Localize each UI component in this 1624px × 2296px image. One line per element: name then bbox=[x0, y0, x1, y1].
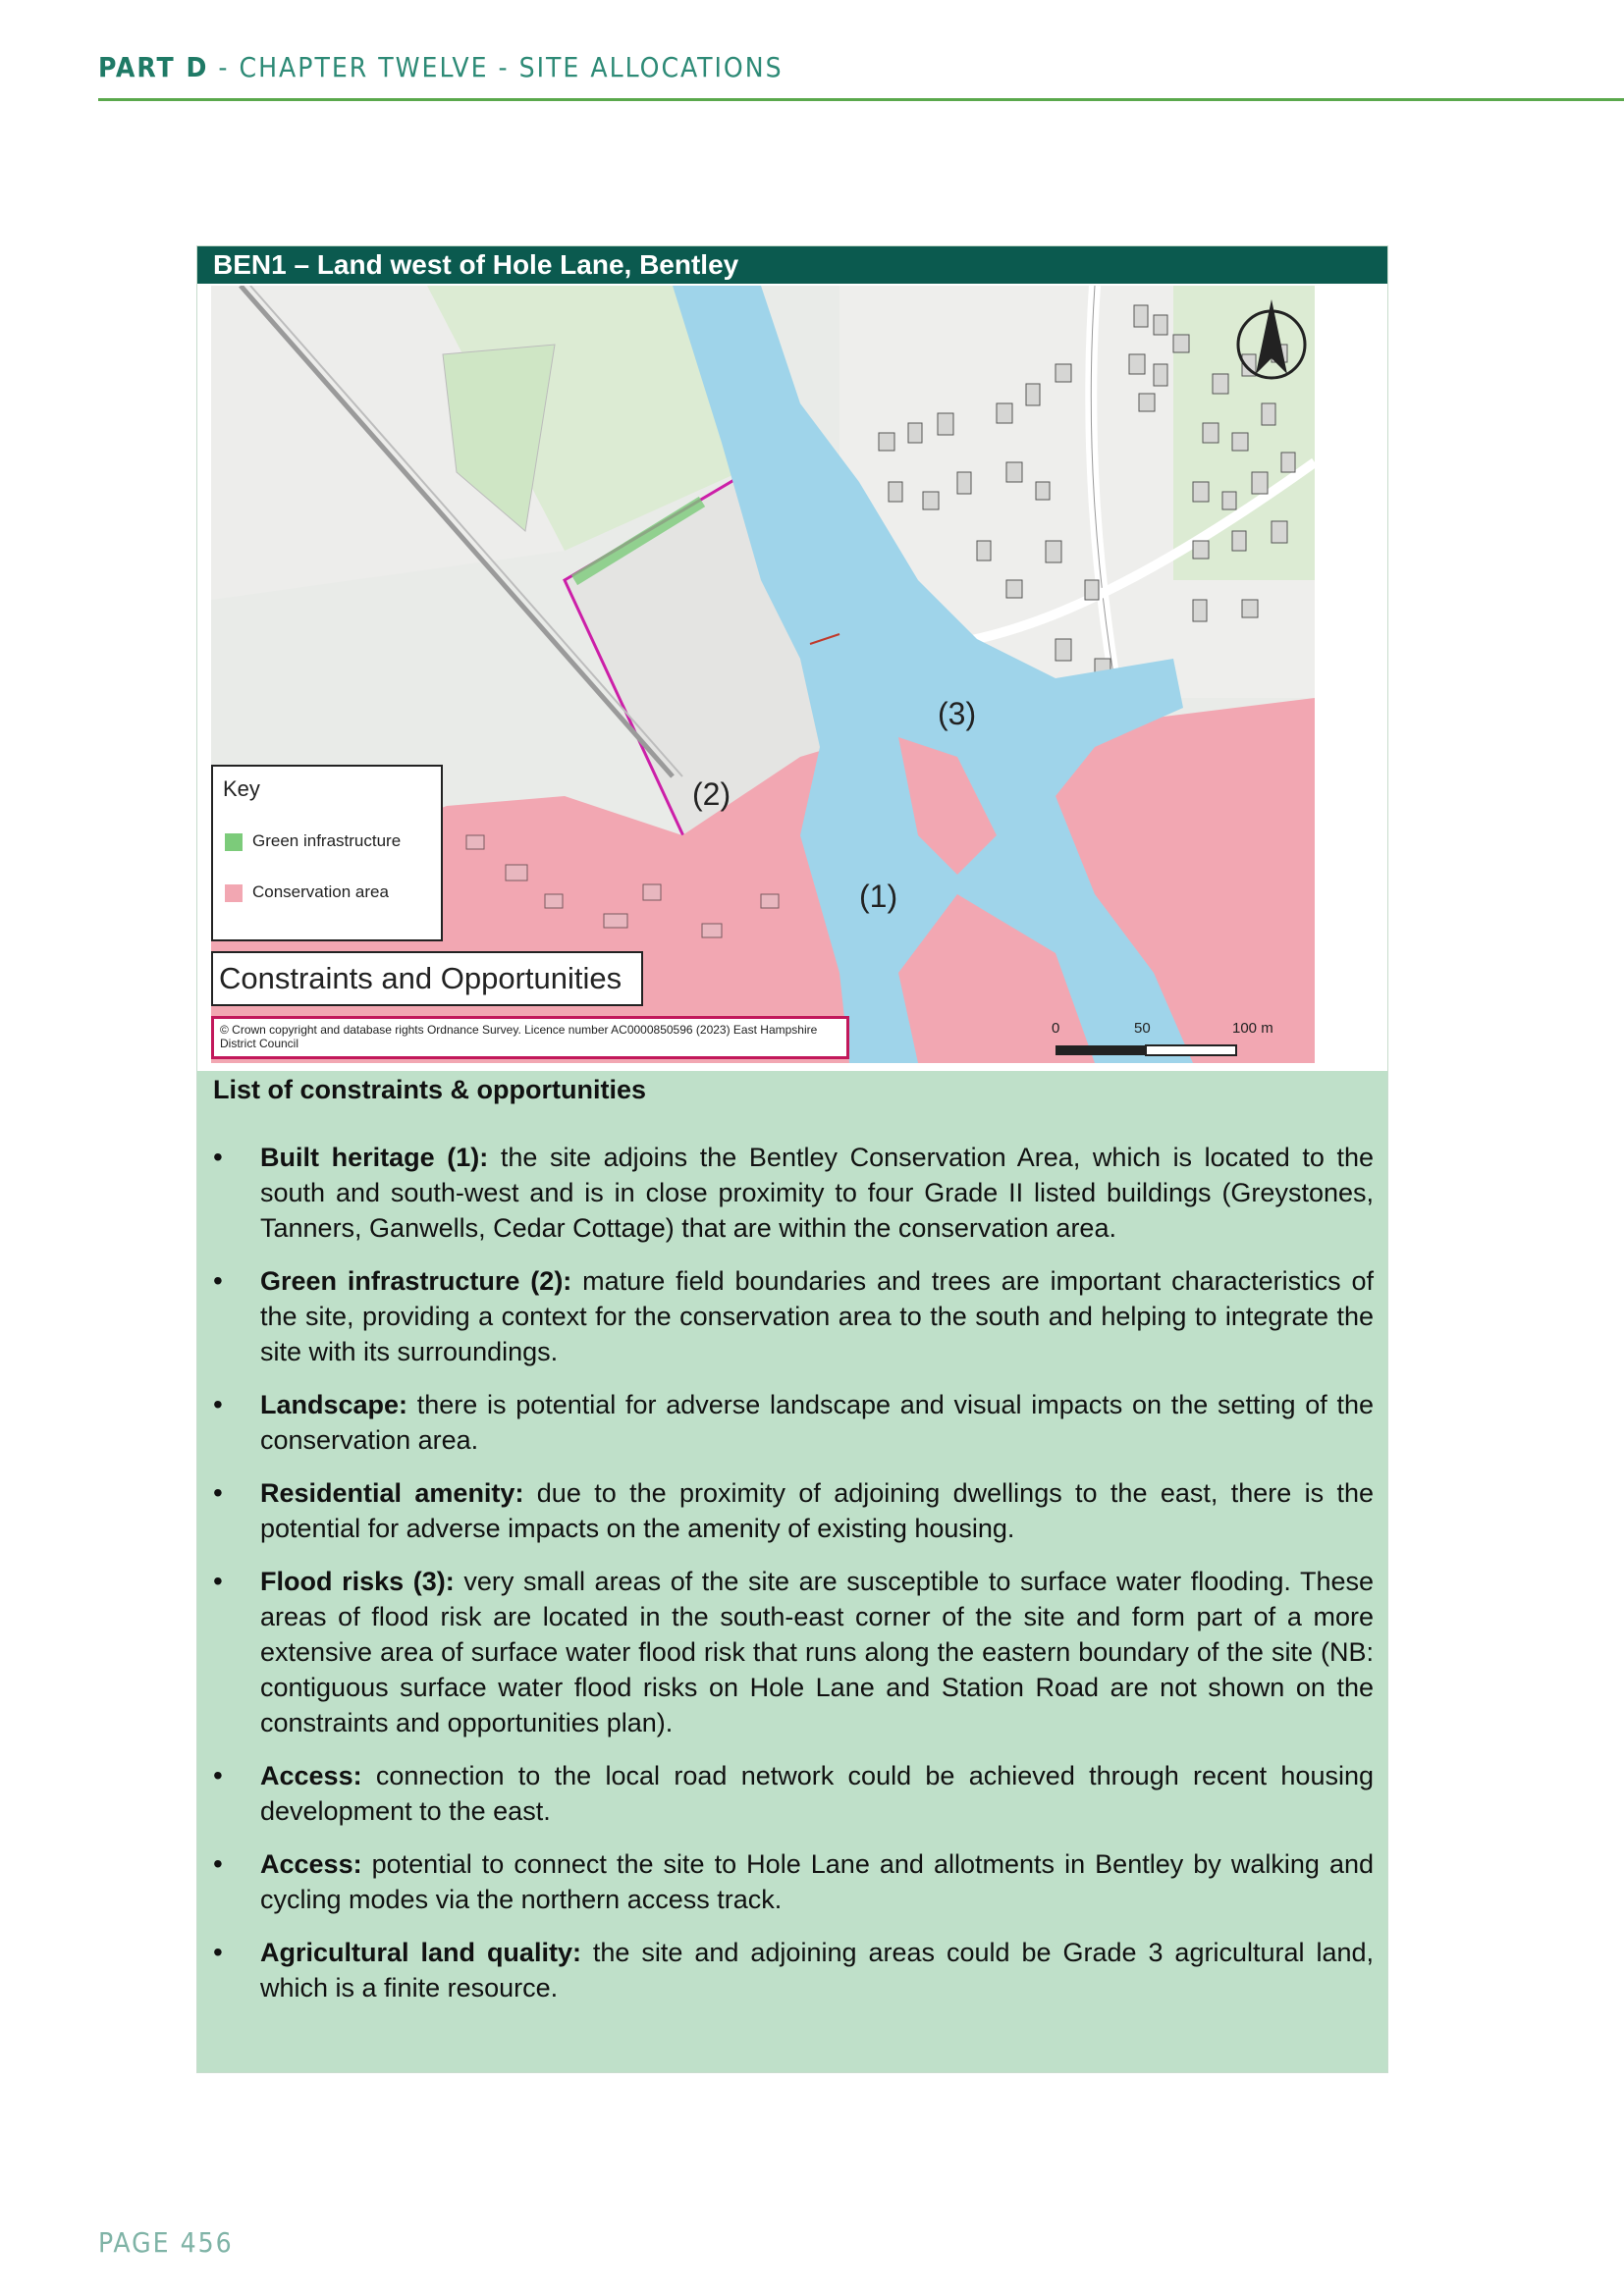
constraints-list-panel bbox=[197, 1071, 1387, 2072]
item-heading: Access: bbox=[260, 1761, 362, 1790]
list-item bbox=[197, 1935, 1387, 2005]
item-heading: Agricultural land quality: bbox=[260, 1938, 581, 1967]
list-item bbox=[197, 1140, 1387, 1246]
item-text: very small areas of the site are susceptible to surface water flooding. These areas of flood risk are located in the south-east corner of the site and form part of a more extensive area of surface water flood risk that runs along the eastern boundary of the site (NB: contiguous surface water flood risks on Hole Lane and Station Road are not shown on the constraints and opportunities plan). bbox=[260, 1567, 1374, 1737]
item-text: the site adjoins the Bentley Conservation Area, which is located to the south and south-west and is in close proximity to four Grade II listed buildings (Greystones, Tanners, Ganwells, Cedar Cottage) that are within the conservation area. bbox=[260, 1143, 1375, 1243]
list-item bbox=[197, 1564, 1387, 1740]
header-chapter: - CHAPTER TWELVE - SITE ALLOCATIONS bbox=[208, 51, 784, 83]
list-item bbox=[197, 1475, 1387, 1546]
map-graphic bbox=[211, 286, 1315, 1063]
map-key bbox=[211, 765, 443, 941]
scale-label-0: 0 bbox=[1052, 1020, 1060, 1037]
item-heading: Green infrastructure (2): bbox=[260, 1266, 572, 1296]
list-item bbox=[197, 1846, 1387, 1917]
map-label-3: (3) bbox=[938, 696, 977, 731]
map-label-1: (1) bbox=[859, 879, 898, 914]
list-item bbox=[197, 1387, 1387, 1458]
constraints-list bbox=[197, 1140, 1387, 2023]
scale-label-100: 100 m bbox=[1232, 1020, 1273, 1037]
item-text: due to the proximity of adjoining dwellings to the east, there is the potential for adverse impacts on the amenity of existing housing. bbox=[260, 1478, 1374, 1543]
map-caption: Constraints and Opportunities bbox=[211, 951, 643, 1006]
item-text: the site and adjoining areas could be Grade 3 agricultural land, which is a finite resource. bbox=[260, 1938, 1374, 2002]
item-text: connection to the local road network could be achieved through recent housing development to the east. bbox=[260, 1761, 1374, 1826]
item-heading: Landscape: bbox=[260, 1390, 408, 1419]
key-item-conservation bbox=[225, 882, 389, 902]
conservation-swatch bbox=[225, 884, 243, 902]
item-text: there is potential for adverse landscape and visual impacts on the setting of the conservation area. bbox=[260, 1390, 1374, 1455]
page-header bbox=[98, 51, 784, 83]
list-title: List of constraints & opportunities bbox=[213, 1075, 647, 1104]
key-item-green bbox=[225, 831, 401, 851]
scale-label-50: 50 bbox=[1134, 1020, 1151, 1037]
item-heading: Access: bbox=[260, 1849, 362, 1879]
header-part: PART D bbox=[98, 51, 209, 83]
list-item bbox=[197, 1263, 1387, 1369]
key-title: Key bbox=[223, 776, 260, 801]
box-title: BEN1 – Land west of Hole Lane, Bentley bbox=[197, 246, 1387, 284]
item-heading: Built heritage (1): bbox=[260, 1143, 489, 1172]
item-text: mature field boundaries and trees are important characteristics of the site, providing a context for the conservation area to the south and helping to integrate the site with its surroundings. bbox=[260, 1266, 1374, 1366]
key-item-label: Conservation area bbox=[252, 882, 389, 901]
key-item-label: Green infrastructure bbox=[252, 831, 402, 850]
page-number: PAGE 456 bbox=[98, 2226, 234, 2259]
list-item bbox=[197, 1758, 1387, 1829]
site-allocation-box bbox=[196, 245, 1388, 2073]
item-heading: Residential amenity: bbox=[260, 1478, 524, 1508]
constraints-map bbox=[211, 286, 1315, 1063]
green-swatch bbox=[225, 833, 243, 851]
header-divider bbox=[98, 98, 1624, 101]
map-copyright: © Crown copyright and database rights Ordnance Survey. Licence number AC0000850596 (2023) East Hampshire District Council bbox=[211, 1016, 849, 1059]
item-text: potential to connect the site to Hole Lane and allotments in Bentley by walking and cycling modes via the northern access track. bbox=[260, 1849, 1374, 1914]
item-heading: Flood risks (3): bbox=[260, 1567, 455, 1596]
map-label-2: (2) bbox=[692, 776, 731, 812]
